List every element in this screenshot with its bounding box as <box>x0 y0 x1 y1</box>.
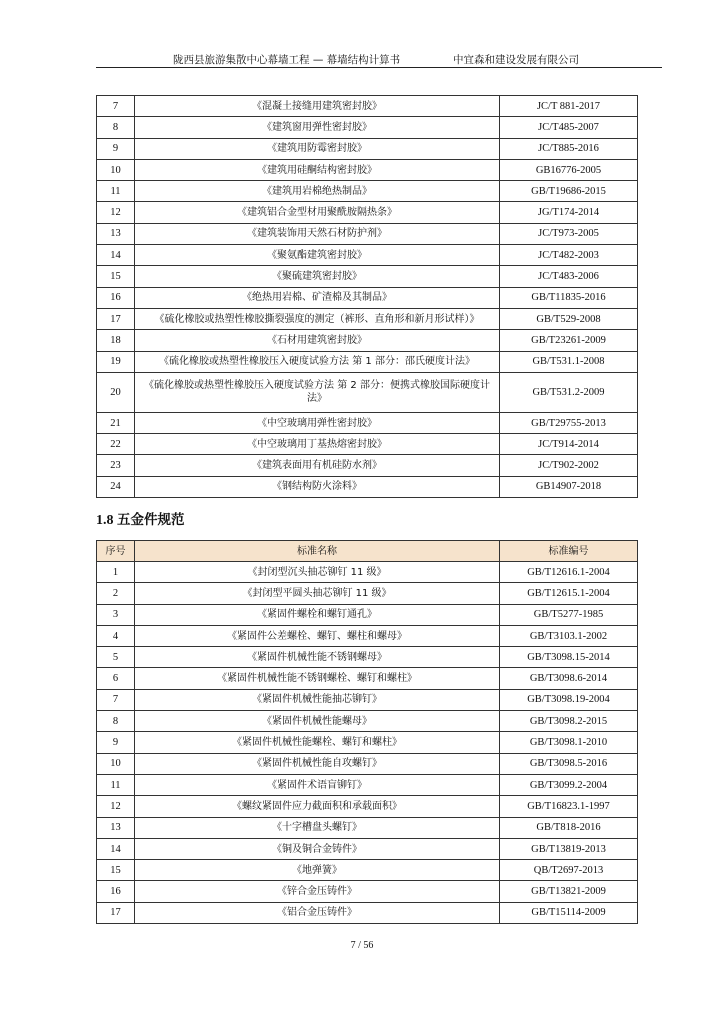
table-row <box>97 287 638 308</box>
table-row <box>97 881 638 902</box>
standard-code: GB/T3098.6-2014 <box>500 668 638 689</box>
row-number: 9 <box>97 138 135 159</box>
row-number: 4 <box>97 625 135 646</box>
row-number: 17 <box>97 902 135 923</box>
standard-name: 《硫化橡胶或热塑性橡胶撕裂强度的测定（裤形、直角形和新月形试样）》 <box>135 308 500 329</box>
standard-name: 《中空玻璃用丁基热熔密封胶》 <box>135 434 500 455</box>
section-title: 五金件规范 <box>117 512 185 528</box>
standard-name: 《锌合金压铸件》 <box>135 881 500 902</box>
standard-code: JC/T914-2014 <box>500 434 638 455</box>
table-row <box>97 817 638 838</box>
standard-name: 《紧固件机械性能不锈钢螺栓、螺钉和螺柱》 <box>135 668 500 689</box>
table-row <box>97 96 638 117</box>
table-row <box>97 372 638 412</box>
row-number: 19 <box>97 351 135 372</box>
standard-code: GB/T531.2-2009 <box>500 372 638 412</box>
table-header-row <box>97 541 638 562</box>
standard-name: 《硫化橡胶或热塑性橡胶压入硬度试验方法 第 1 部分：邵氏硬度计法》 <box>135 351 500 372</box>
table-row <box>97 774 638 795</box>
row-number: 21 <box>97 412 135 433</box>
table-row <box>97 732 638 753</box>
row-number: 16 <box>97 881 135 902</box>
table-row <box>97 476 638 497</box>
section-number: 1.8 <box>96 513 114 528</box>
table-row <box>97 796 638 817</box>
standard-code: JC/T482-2003 <box>500 245 638 266</box>
row-number: 5 <box>97 647 135 668</box>
row-number: 3 <box>97 604 135 625</box>
row-number: 18 <box>97 330 135 351</box>
table-row <box>97 223 638 244</box>
table-row <box>97 647 638 668</box>
standard-name: 《绝热用岩棉、矿渣棉及其制品》 <box>135 287 500 308</box>
table-row <box>97 711 638 732</box>
standard-name: 《建筑装饰用天然石材防护剂》 <box>135 223 500 244</box>
row-number: 14 <box>97 838 135 859</box>
standard-code: GB/T11835-2016 <box>500 287 638 308</box>
standard-name: 《聚硫建筑密封胶》 <box>135 266 500 287</box>
standard-code: JG/T174-2014 <box>500 202 638 223</box>
table-row <box>97 245 638 266</box>
standard-name: 《紧固件机械性能螺栓、螺钉和螺柱》 <box>135 732 500 753</box>
standard-code: GB/T818-2016 <box>500 817 638 838</box>
standard-code: GB/T3098.15-2014 <box>500 647 638 668</box>
standard-code: GB/T3098.1-2010 <box>500 732 638 753</box>
standard-code: GB/T529-2008 <box>500 308 638 329</box>
row-number: 20 <box>97 372 135 412</box>
standard-name: 《建筑铝合金型材用聚酰胺隔热条》 <box>135 202 500 223</box>
row-number: 9 <box>97 732 135 753</box>
row-number: 1 <box>97 562 135 583</box>
standard-code: JC/T483-2006 <box>500 266 638 287</box>
standard-code: GB/T3103.1-2002 <box>500 625 638 646</box>
table-row <box>97 604 638 625</box>
row-number: 6 <box>97 668 135 689</box>
table-row <box>97 668 638 689</box>
row-number: 13 <box>97 223 135 244</box>
row-number: 10 <box>97 753 135 774</box>
standard-name: 《建筑用岩棉绝热制品》 <box>135 181 500 202</box>
table-row <box>97 455 638 476</box>
row-number: 8 <box>97 711 135 732</box>
standard-name: 《石材用建筑密封胶》 <box>135 330 500 351</box>
table-row <box>97 202 638 223</box>
sealant-standards-table <box>96 95 638 498</box>
table-row <box>97 753 638 774</box>
table-row <box>97 308 638 329</box>
standard-code: GB/T15114-2009 <box>500 902 638 923</box>
table-row <box>97 562 638 583</box>
page-header <box>96 52 662 68</box>
standard-name: 《十字槽盘头螺钉》 <box>135 817 500 838</box>
table-row <box>97 412 638 433</box>
standard-name: 《紧固件公差螺栓、螺钉、螺柱和螺母》 <box>135 625 500 646</box>
table-row <box>97 117 638 138</box>
standard-name: 《紧固件机械性能自攻螺钉》 <box>135 753 500 774</box>
table-row <box>97 351 638 372</box>
standard-code: GB/T3099.2-2004 <box>500 774 638 795</box>
page-number: 7 / 56 <box>350 940 374 951</box>
standard-code: GB/T13821-2009 <box>500 881 638 902</box>
standard-name: 《紧固件螺栓和螺钉通孔》 <box>135 604 500 625</box>
row-number: 11 <box>97 181 135 202</box>
table-row <box>97 902 638 923</box>
standard-code: GB14907-2018 <box>500 476 638 497</box>
hardware-standards-table <box>96 540 638 924</box>
standard-name: 《螺纹紧固件应力截面积和承载面积》 <box>135 796 500 817</box>
table-row <box>97 838 638 859</box>
standard-name: 《紧固件机械性能抽芯铆钉》 <box>135 689 500 710</box>
standard-name: 《建筑用防霉密封胶》 <box>135 138 500 159</box>
row-number: 23 <box>97 455 135 476</box>
document-title: 陇西县旅游集散中心幕墙工程 — 幕墙结构计算书 <box>173 54 401 66</box>
table-row <box>97 159 638 180</box>
standard-code: GB/T12615.1-2004 <box>500 583 638 604</box>
standard-code: QB/T2697-2013 <box>500 860 638 881</box>
row-number: 7 <box>97 689 135 710</box>
standard-code: JC/T973-2005 <box>500 223 638 244</box>
standard-name: 《聚氨酯建筑密封胶》 <box>135 245 500 266</box>
standard-name: 《建筑窗用弹性密封胶》 <box>135 117 500 138</box>
table-row <box>97 330 638 351</box>
standard-code: GB/T3098.19-2004 <box>500 689 638 710</box>
header-code: 标准编号 <box>500 541 638 562</box>
standard-code: GB/T23261-2009 <box>500 330 638 351</box>
company-name: 中宜森和建设发展有限公司 <box>453 54 579 66</box>
table-row <box>97 860 638 881</box>
header-no: 序号 <box>97 541 135 562</box>
standard-name: 《硫化橡胶或热塑性橡胶压入硬度试验方法 第 2 部分：便携式橡胶国际硬度计法》 <box>135 372 500 412</box>
standard-code: JC/T885-2016 <box>500 138 638 159</box>
standard-name: 《建筑用硅酮结构密封胶》 <box>135 159 500 180</box>
row-number: 24 <box>97 476 135 497</box>
standard-code: JC/T902-2002 <box>500 455 638 476</box>
standard-name: 《钢结构防火涂料》 <box>135 476 500 497</box>
standard-code: GB/T13819-2013 <box>500 838 638 859</box>
row-number: 12 <box>97 202 135 223</box>
standard-name: 《铜及铜合金铸件》 <box>135 838 500 859</box>
table-row <box>97 689 638 710</box>
standard-code: GB/T5277-1985 <box>500 604 638 625</box>
section-heading <box>96 508 185 529</box>
row-number: 16 <box>97 287 135 308</box>
standard-code: GB/T19686-2015 <box>500 181 638 202</box>
standard-name: 《紧固件机械性能螺母》 <box>135 711 500 732</box>
standard-code: GB/T3098.5-2016 <box>500 753 638 774</box>
row-number: 12 <box>97 796 135 817</box>
standard-name: 《中空玻璃用弹性密封胶》 <box>135 412 500 433</box>
row-number: 14 <box>97 245 135 266</box>
standard-name: 《紧固件机械性能不锈钢螺母》 <box>135 647 500 668</box>
standard-code: JC/T 881-2017 <box>500 96 638 117</box>
standard-code: GB/T531.1-2008 <box>500 351 638 372</box>
standard-name: 《混凝土接缝用建筑密封胶》 <box>135 96 500 117</box>
standard-name: 《紧固件术语盲铆钉》 <box>135 774 500 795</box>
standard-name: 《地弹簧》 <box>135 860 500 881</box>
table-row <box>97 434 638 455</box>
row-number: 15 <box>97 860 135 881</box>
standard-code: GB/T16823.1-1997 <box>500 796 638 817</box>
row-number: 11 <box>97 774 135 795</box>
standard-code: GB/T3098.2-2015 <box>500 711 638 732</box>
standard-code: GB16776-2005 <box>500 159 638 180</box>
standard-code: JC/T485-2007 <box>500 117 638 138</box>
header-name: 标准名称 <box>135 541 500 562</box>
table-row <box>97 138 638 159</box>
standard-name: 《铝合金压铸件》 <box>135 902 500 923</box>
row-number: 2 <box>97 583 135 604</box>
header-divider <box>96 67 662 68</box>
row-number: 8 <box>97 117 135 138</box>
row-number: 10 <box>97 159 135 180</box>
standard-code: GB/T29755-2013 <box>500 412 638 433</box>
table-row <box>97 181 638 202</box>
standard-name: 《建筑表面用有机硅防水剂》 <box>135 455 500 476</box>
standard-name: 《封闭型沉头抽芯铆钉 11 级》 <box>135 562 500 583</box>
standard-name: 《封闭型平圆头抽芯铆钉 11 级》 <box>135 583 500 604</box>
row-number: 17 <box>97 308 135 329</box>
table-row <box>97 583 638 604</box>
row-number: 13 <box>97 817 135 838</box>
row-number: 15 <box>97 266 135 287</box>
table-row <box>97 625 638 646</box>
row-number: 22 <box>97 434 135 455</box>
row-number: 7 <box>97 96 135 117</box>
standard-code: GB/T12616.1-2004 <box>500 562 638 583</box>
table-row <box>97 266 638 287</box>
